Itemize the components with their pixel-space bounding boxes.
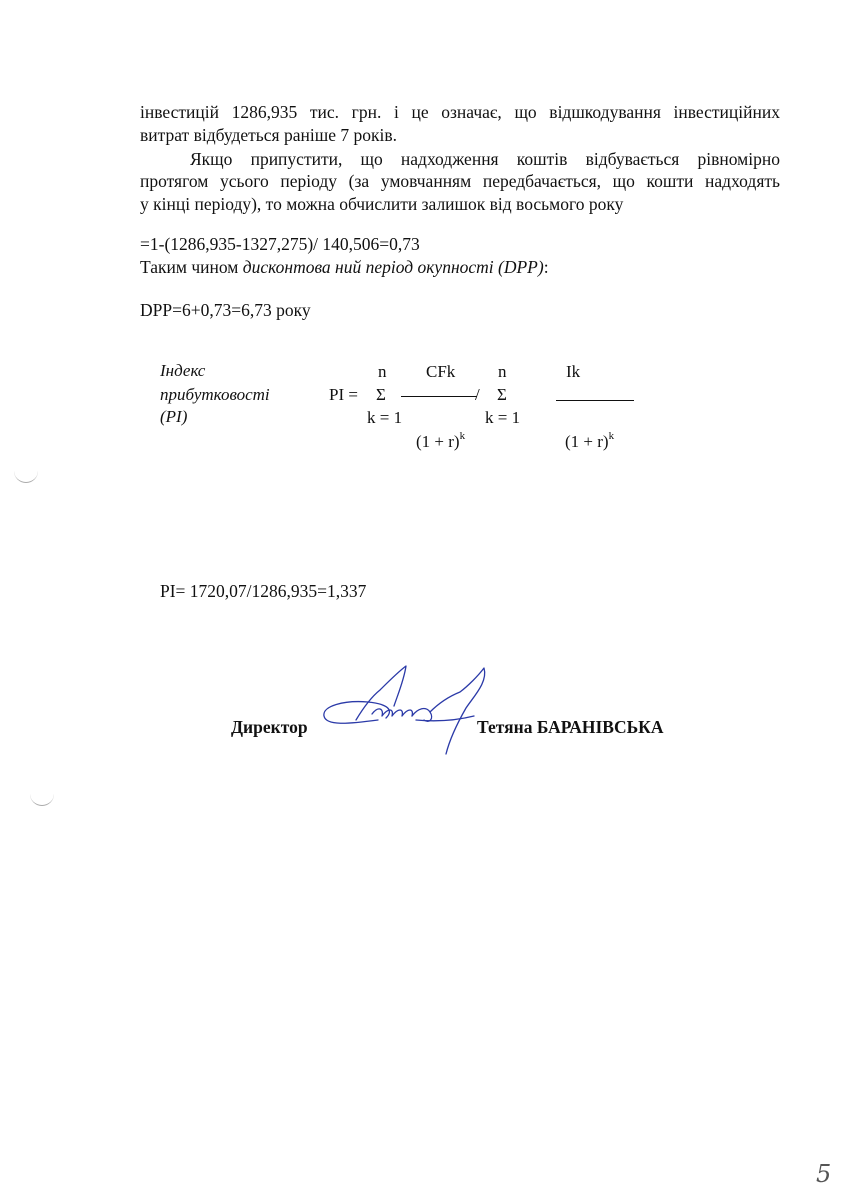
denominator-base: (1 + r) (565, 432, 609, 451)
dpp-intro (140, 256, 549, 278)
paragraph-line: інвестицій 1286,935 тис. грн. і це означає, що відшкодування інвестиційних (140, 102, 780, 122)
denominator (565, 432, 614, 452)
denominator (416, 432, 465, 452)
paragraph-line: витрат відбудеться раніше 7 років. (140, 125, 397, 145)
sum-lower-limit: k = 1 (485, 408, 521, 427)
sum-sign: Σ (497, 385, 507, 404)
pi-result: PI= 1720,07/1286,935=1,337 (160, 581, 367, 601)
signature-image (318, 662, 508, 762)
dpp-colon: : (543, 257, 549, 277)
signatory-name: Тетяна БАРАНІВСЬКА (477, 717, 664, 737)
fraction-line (401, 396, 477, 397)
sum-upper-limit: n (378, 362, 387, 381)
sum-upper-limit: n (498, 362, 507, 381)
denominator-base: (1 + r) (416, 432, 460, 451)
dpp-term: дисконтова ний період окупності (DPP) (242, 257, 544, 277)
fraction-slash: / (475, 385, 480, 404)
formula-lhs: PI = (329, 385, 358, 404)
formula-label-line: прибутковості (160, 385, 270, 404)
formula-label-line: Індекс (160, 361, 206, 380)
punch-hole-mark (14, 470, 38, 483)
numerator-cfk: CFk (426, 362, 456, 381)
dpp-intro-text: Таким чином (140, 257, 239, 277)
sum-lower-limit: k = 1 (367, 408, 403, 427)
numerator-ik: Ik (566, 362, 581, 381)
remainder-calculation: =1-(1286,935-1327,275)/ 140,506=0,73 (140, 234, 420, 254)
fraction-line (556, 400, 634, 401)
paragraph-line: протягом усього періоду (за умовчанням передбачається, що кошти надходять (140, 171, 780, 191)
dpp-result: DPP=6+0,73=6,73 року (140, 300, 311, 320)
formula-label-line: (PI) (160, 407, 188, 426)
paragraph-line: Якщо припустити, що надходження коштів відбувається рівномірно (190, 149, 780, 169)
signatory-title: Директор (231, 717, 308, 737)
denominator-exponent: k (608, 430, 615, 442)
sum-sign: Σ (376, 385, 386, 404)
punch-hole-mark (30, 793, 54, 806)
paragraph-line: у кінці періоду), то можна обчислити залишок від восьмого року (140, 194, 624, 214)
denominator-exponent: k (459, 430, 466, 442)
page-number: 5 (816, 1160, 832, 1188)
